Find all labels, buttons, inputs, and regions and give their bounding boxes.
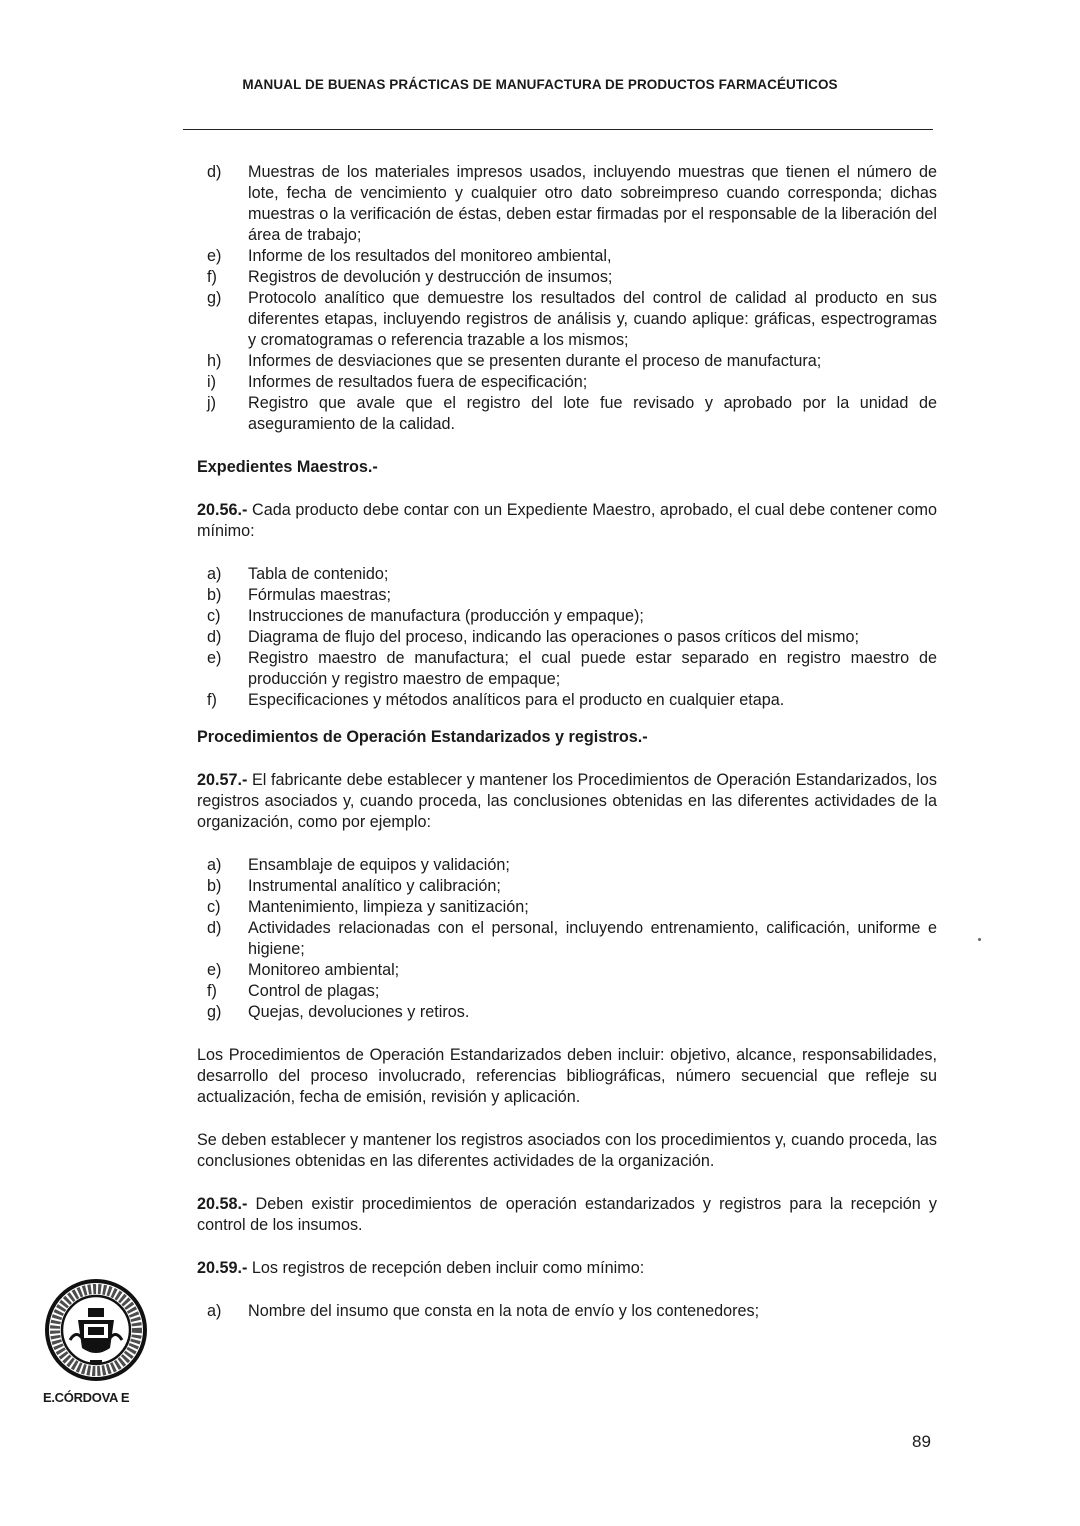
list-letter: g) — [207, 1003, 222, 1021]
list-letter: i) — [207, 373, 216, 391]
list-text: Diagrama de flujo del proceso, indicando las operaciones o pasos críticos del mismo; — [248, 628, 859, 646]
paragraph-registros: Se deben establecer y mantener los registros asociados con los procedimientos y, cuando proceda, las conclusiones obtenidas en las diferentes actividades de la organización. — [197, 1131, 937, 1170]
list-text: Tabla de contenido; — [248, 565, 389, 583]
list-letter: a) — [207, 565, 222, 583]
paragraph-poe-content: Los Procedimientos de Operación Estandarizados deben incluir: objetivo, alcance, responsabilidades, desarrollo del proceso involucrado, referencias bibliográficas, número secuencial que refleje su actualización, fecha de emisión, revisión y aplicación. — [197, 1046, 937, 1106]
paragraph-text: Deben existir procedimientos de operación estandarizados y registros para la recepción y control de los insumos. — [197, 1195, 937, 1234]
section-number: 20.56.- — [197, 501, 248, 519]
list-text: Mantenimiento, limpieza y sanitización; — [248, 898, 529, 916]
list-letter: f) — [207, 268, 217, 286]
list-item — [197, 564, 937, 585]
list-text: Informes de desviaciones que se presenten durante el proceso de manufactura; — [248, 352, 822, 370]
paragraph-text: El fabricante debe establecer y mantener los Procedimientos de Operación Estandarizados, los registros asociados y, cuando proceda, las conclusiones obtenidas en las diferentes actividades de la organización, como por ejemplo: — [197, 771, 937, 831]
list-text: Quejas, devoluciones y retiros. — [248, 1003, 470, 1021]
paragraph-20-58 — [197, 1194, 937, 1236]
section-number: 20.58.- — [197, 1195, 248, 1213]
list-letter: f) — [207, 691, 217, 709]
list-letter: c) — [207, 607, 221, 625]
list-letter: d) — [207, 628, 222, 646]
list-item — [197, 288, 937, 351]
section-number: 20.57.- — [197, 771, 248, 789]
section-heading-procedimientos: Procedimientos de Operación Estandarizados y registros.- — [197, 728, 648, 746]
list-letter: b) — [207, 877, 222, 895]
list-text: Especificaciones y métodos analíticos para el producto en cualquier etapa. — [248, 691, 785, 709]
list-item — [197, 1301, 937, 1322]
list-text: Ensamblaje de equipos y validación; — [248, 856, 510, 874]
list-item — [197, 855, 937, 876]
paragraph-text: Cada producto debe contar con un Expediente Maestro, aprobado, el cual debe contener como mínimo: — [197, 501, 937, 540]
list-item — [197, 627, 937, 648]
list-lote-records — [197, 162, 937, 435]
list-item — [197, 918, 937, 960]
list-letter: f) — [207, 982, 217, 1000]
list-item — [197, 1002, 937, 1023]
list-text: Muestras de los materiales impresos usados, incluyendo muestras que tienen el número de lote, fecha de vencimiento y cualquier otro dato sobreimpreso cuando corresponda; dichas muestras o la verificación de éstas, deben estar firmadas por el responsable de la liberación del área de trabajo; — [248, 163, 937, 244]
list-text: Registros de devolución y destrucción de insumos; — [248, 268, 613, 286]
list-item — [197, 585, 937, 606]
list-text: Registro que avale que el registro del lote fue revisado y aprobado por la unidad de aseguramiento de la calidad. — [248, 394, 937, 433]
list-text: Actividades relacionadas con el personal, incluyendo entrenamiento, calificación, uniforme e higiene; — [248, 919, 937, 958]
list-letter: e) — [207, 247, 222, 265]
scan-speck — [978, 938, 981, 941]
list-item — [197, 267, 937, 288]
list-text: Monitoreo ambiental; — [248, 961, 400, 979]
paragraph-20-56 — [197, 500, 937, 542]
list-item — [197, 606, 937, 627]
list-letter: b) — [207, 586, 222, 604]
list-text: Fórmulas maestras; — [248, 586, 392, 604]
list-letter: c) — [207, 898, 221, 916]
list-item — [197, 372, 937, 393]
page-number: 89 — [912, 1432, 931, 1451]
paragraph-20-59 — [197, 1258, 937, 1279]
list-poe-activities — [197, 855, 937, 1023]
list-letter: a) — [207, 1302, 222, 1320]
page-header: MANUAL DE BUENAS PRÁCTICAS DE MANUFACTURA DE PRODUCTOS FARMACÉUTICOS — [242, 77, 838, 92]
list-text: Control de plagas; — [248, 982, 380, 1000]
list-letter: j) — [207, 394, 216, 412]
list-item — [197, 897, 937, 918]
list-item — [197, 960, 937, 981]
list-text: Instrumental analítico y calibración; — [248, 877, 501, 895]
list-letter: d) — [207, 919, 222, 937]
seal-signature-name: E.CÓRDOVA E — [43, 1390, 130, 1405]
official-seal-stamp — [44, 1278, 148, 1384]
list-text: Instrucciones de manufactura (producción y empaque); — [248, 607, 644, 625]
list-text: Informe de los resultados del monitoreo ambiental, — [248, 247, 612, 265]
list-text: Protocolo analítico que demuestre los resultados del control de calidad al producto en sus diferentes etapas, incluyendo registros de análisis y, cuando aplique: gráficas, espectrogramas y cromatogramas o referencia trazable a los mismos; — [248, 289, 937, 349]
list-expediente-contents — [197, 564, 937, 711]
list-letter: e) — [207, 961, 222, 979]
section-heading-expedientes: Expedientes Maestros.- — [197, 458, 378, 476]
list-text: Registro maestro de manufactura; el cual puede estar separado en registro maestro de producción y registro maestro de empaque; — [248, 649, 937, 688]
list-item — [197, 246, 937, 267]
list-letter: d) — [207, 163, 222, 181]
header-rule — [183, 129, 933, 130]
paragraph-text: Los registros de recepción deben incluir como mínimo: — [247, 1259, 645, 1277]
list-item — [197, 690, 937, 711]
section-number: 20.59.- — [197, 1259, 248, 1277]
list-recepcion-records — [197, 1301, 937, 1322]
list-item — [197, 393, 937, 435]
list-item — [197, 981, 937, 1002]
list-item — [197, 876, 937, 897]
list-item — [197, 351, 937, 372]
list-item — [197, 648, 937, 690]
list-item — [197, 162, 937, 246]
list-text: Informes de resultados fuera de especificación; — [248, 373, 588, 391]
list-letter: g) — [207, 289, 222, 307]
list-text: Nombre del insumo que consta en la nota de envío y los contenedores; — [248, 1302, 760, 1320]
list-letter: a) — [207, 856, 222, 874]
list-letter: h) — [207, 352, 222, 370]
document-body — [197, 162, 937, 1322]
paragraph-20-57 — [197, 770, 937, 833]
list-letter: e) — [207, 649, 222, 667]
